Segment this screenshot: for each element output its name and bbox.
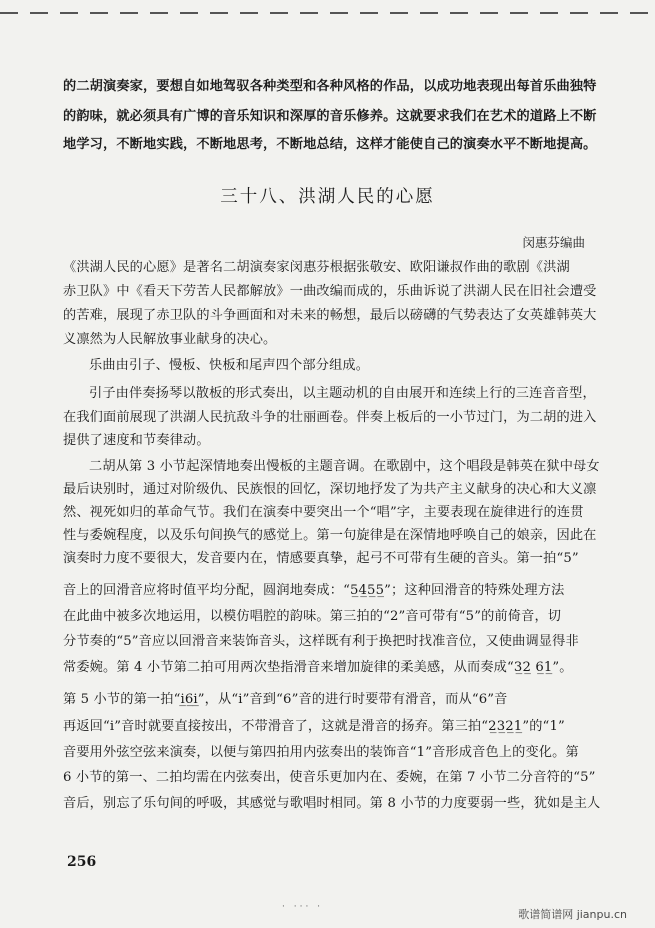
body-line: 第 5 小节的第一拍“i̲6̲i̲”，从“i”音到“6”音的进行时要带有滑音，而从“6”音 — [63, 692, 508, 707]
body-line: 二胡从第 3 小节起深情地奏出慢板的主题音调。在歌剧中，这个唱段是韩英在狱中母女 — [89, 459, 600, 474]
body-line: 《洪湖人民的心愿》是著名二胡演奏家闵惠芬根据张敬安、欧阳谦叔作曲的歌剧《洪湖 — [63, 260, 570, 275]
body-line: 音后，别忘了乐句间的呼吸，其感觉与歌唱时相同。第 8 小节的力度要弱一些，犹如是主人 — [63, 796, 601, 811]
body-line: 分节奏的“5”音应以回滑音来装饰音头，这样既有利于换把时找准音位，又使曲调显得非 — [63, 634, 579, 649]
footer-dots: · ··· · — [282, 902, 324, 912]
intro-line-1: 的二胡演奏家，要想自如地驾驭各种类型和各种风格的作品，以成功地表现出每首乐曲独特 — [63, 79, 597, 94]
author-credit: 闵惠芬编曲 — [522, 235, 585, 250]
body-line: 的苦难，展现了赤卫队的斗争画面和对未来的畅想，最后以磅礴的气势表达了女英雄韩英大 — [63, 308, 597, 323]
site-watermark: 歌谱简谱网 jianpu.cn — [518, 908, 627, 921]
body-line: 赤卫队》中《看天下劳苦人民都解放》一曲改编而成的，乐曲诉说了洪湖人民在旧社会遭受 — [63, 284, 597, 299]
section-title: 三十八、洪湖人民的心愿 — [220, 187, 435, 207]
body-line: 然、视死如归的革命气节。我们在演奏中要突出一个“唱”字，主要表现在旋律进行的连贯 — [63, 505, 584, 520]
header-dashed-rule — [0, 12, 655, 14]
body-line: 音要用外弦空弦来演奏，以便与第四拍用内弦奏出的装饰音“1”音形成音色上的变化。第 — [63, 745, 579, 760]
body-line: 常委婉。第 4 小节第二拍可用两次垫指滑音来增加旋律的柔美感，从而奏成“3̲2̲ 6̲1̲”。 — [63, 660, 573, 675]
body-line: 在此曲中被多次地运用，以模仿唱腔的韵味。第三拍的“2”音可带有“5”的前倚音，切 — [63, 609, 562, 624]
intro-line-3: 地学习，不断地实践，不断地思考，不断地总结，这样才能使自己的演奏水平不断地提高。 — [63, 137, 597, 152]
body-line: 6 小节的第一、二拍均需在内弦奏出，使音乐更加内在、委婉，在第 7 小节二分音符的“5” — [63, 770, 596, 785]
body-line: 再返回“i”音时就要直接按出，不带滑音了，这就是滑音的扬弃。第三拍“2̲3̲2̲1̲”的“1” — [63, 719, 565, 734]
body-line: 最后诀别时，通过对阶级仇、民族恨的回忆，深切地抒发了为共产主义献身的决心和大义凛 — [63, 482, 597, 497]
intro-line-2: 的韵味，就必须具有广博的音乐知识和深厚的音乐修养。这就要求我们在艺术的道路上不断 — [63, 109, 597, 124]
body-line: 引子由伴奏扬琴以散板的形式奏出，以主题动机的自由展开和连续上行的三连音音型， — [89, 386, 596, 401]
body-line: 提供了速度和节奏律动。 — [63, 433, 210, 448]
body-line: 在我们面前展现了洪湖人民抗敌斗争的壮丽画卷。伴奏上板后的一小节过门，为二胡的进入 — [63, 410, 597, 425]
body-line: 义凛然为人民解放事业献身的决心。 — [63, 332, 277, 347]
body-line: 乐曲由引子、慢板、快板和尾声四个部分组成。 — [89, 358, 370, 373]
body-line: 演奏时力度不要很大，发音要内在，情感要真挚，起弓不可带有生硬的音头。第一拍“5” — [63, 551, 579, 566]
body-line: 音上的回滑音应将时值平均分配，圆润地奏成：“5̲4̲5̲5̲”；这种回滑音的特殊处理方法 — [63, 583, 565, 598]
body-line: 性与委婉程度，以及乐句间换气的感觉上。第一句旋律是在深情地呼唤自己的娘亲，因此在 — [63, 528, 597, 543]
page-number: 256 — [67, 854, 97, 870]
